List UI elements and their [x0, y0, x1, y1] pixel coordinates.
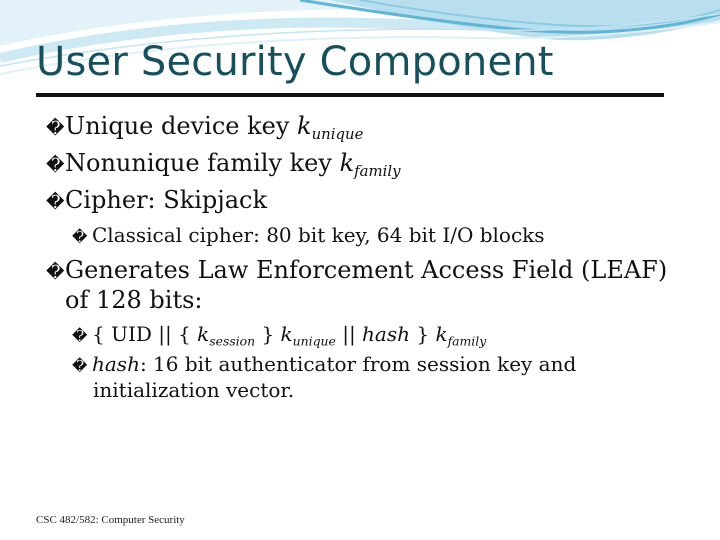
key-subscript: family — [354, 162, 401, 181]
formula-open: { UID || { — [92, 322, 198, 346]
bullet-text: Classical cipher: 80 bit key, 64 bit I/O blocks — [92, 223, 545, 247]
bullet-device-key — [46, 112, 363, 143]
bullet-family-key — [46, 149, 401, 180]
formula-text: || — [335, 322, 363, 346]
bullet-leaf-continuation: of 128 bits: — [65, 286, 203, 314]
bullet-text: Nonunique family key — [65, 149, 340, 177]
key-subscript: unique — [311, 125, 364, 144]
bullet-glyph: � — [46, 192, 65, 213]
hash-term: hash — [92, 352, 140, 376]
formula-key: k — [197, 322, 210, 346]
slide-title: User Security Component — [36, 39, 554, 85]
bullet-text: : 16 bit authenticator from session key and — [139, 352, 577, 376]
bullet-glyph: � — [72, 228, 88, 246]
bullet-glyph: � — [46, 118, 65, 139]
formula-subscript: unique — [292, 333, 336, 349]
bullet-text: Unique device key — [65, 112, 298, 140]
formula-key: k — [435, 322, 448, 346]
subbullet-hash-continuation: initialization vector. — [93, 378, 295, 402]
bullet-cipher — [46, 186, 267, 217]
subbullet-hash-desc — [72, 352, 576, 378]
title-underline — [36, 93, 664, 97]
bullet-text: Generates Law Enforcement Access Field (LEAF) — [65, 256, 668, 284]
bullet-glyph: � — [46, 155, 65, 176]
bullet-glyph: � — [72, 357, 88, 375]
bullet-glyph: � — [46, 262, 65, 283]
key-variable: k — [339, 149, 355, 177]
key-variable: k — [297, 112, 312, 140]
bullet-leaf — [46, 256, 667, 287]
bullet-text: Cipher: Skipjack — [65, 186, 268, 214]
formula-subscript: session — [209, 333, 256, 349]
formula-key: k — [280, 322, 293, 346]
formula-text: } — [410, 322, 436, 346]
formula-subscript: family — [447, 333, 487, 349]
formula-text: } — [255, 322, 281, 346]
subbullet-cipher-detail — [72, 223, 545, 249]
slide-footer: CSC 482/582: Computer Security — [36, 514, 185, 526]
formula-hash: hash — [362, 322, 410, 346]
bullet-glyph: � — [72, 327, 88, 345]
subbullet-leaf-formula — [72, 322, 486, 348]
